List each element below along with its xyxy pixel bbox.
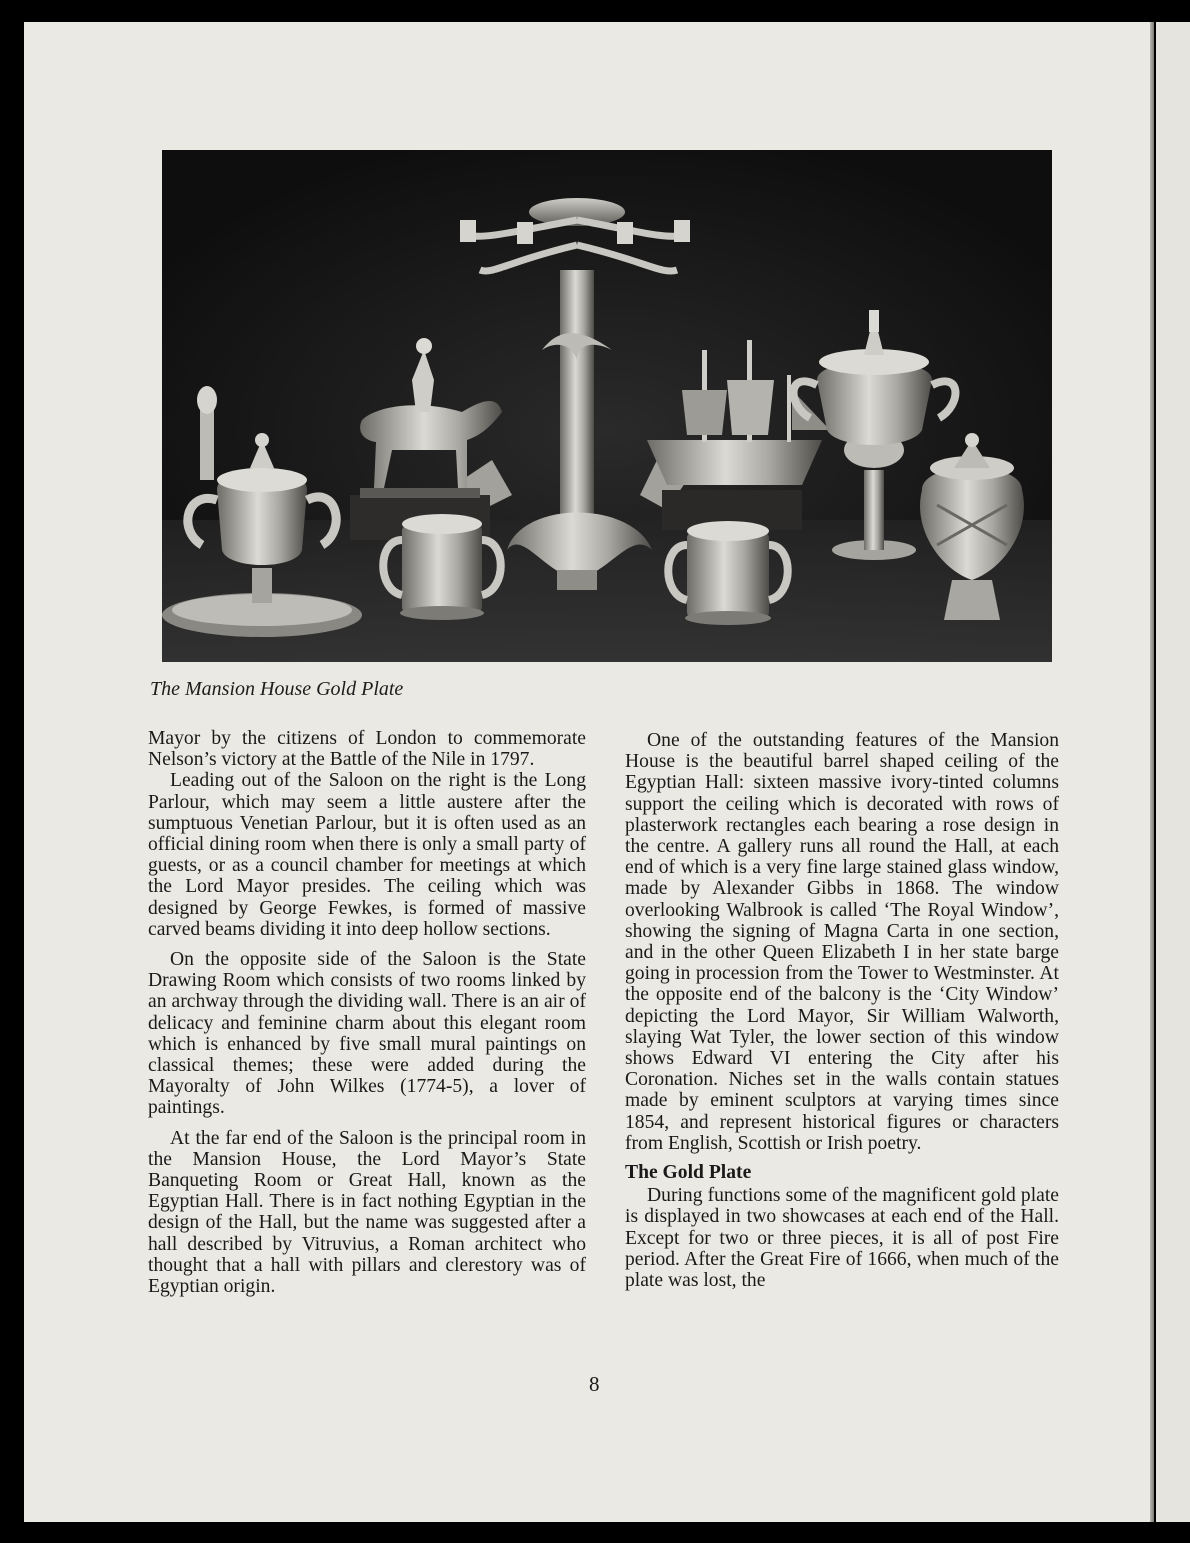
right-text-column: [625, 730, 1059, 1291]
left-paragraph-2: Leading out of the Saloon on the right is the Long Parlour, which may seem a little austere after the sumptuous Venetian Parlour, but it is often used as an official dining room when there is only a small party of guests, or as a council chamber for meetings at which the Lord Mayor presides. The ceiling which was designed by George Fewkes, is formed of massive carved beams dividing it into deep hollow sections.: [148, 770, 586, 940]
figure-caption: The Mansion House Gold Plate: [150, 678, 404, 700]
right-paragraph-1: One of the outstanding features of the Mansion House is the beautiful barrel shaped ceiling of the Egyptian Hall: sixteen massive ivory-tinted columns support the ceiling which is decorated with rows of plasterwork rectangles each bearing a rose design in the centre. A gallery runs all round the Hall, at each end of which is a very fine large stained glass window, made by Alexander Gibbs in 1868. The window overlooking Walbrook is called ‘The Royal Window’, showing the signing of Magna Carta in one section, and in the other Queen Elizabeth I in her state barge going in procession from the Tower to Westminster. At the opposite end of the balcony is the ‘City Window’ depicting the Lord Mayor, Sir William Walworth, slaying Wat Tyler, the lower section of this window shows Edward VI entering the City after his Coronation. Niches set in the walls contain statues made by eminent sculptors at varying times since 1854, and represent historical figures or characters from English, Scottish or Irish poetry.: [625, 730, 1059, 1154]
facing-page-edge: [1156, 22, 1190, 1522]
paragraph-gap: [148, 1119, 586, 1128]
left-paragraph-3: On the opposite side of the Saloon is the State Drawing Room which consists of two rooms linked by an archway through the dividing wall. There is an air of delicacy and feminine charm about this elegant room which is enhanced by five small mural paintings on classical themes; these were added during the Mayoralty of John Wilkes (1774-5), a lover of paintings.: [148, 949, 586, 1119]
paragraph-gap: [148, 940, 586, 949]
gold-plate-photograph: [162, 150, 1052, 662]
left-text-column: [148, 728, 586, 1297]
right-paragraph-2: During functions some of the magnificent gold plate is displayed in two showcases at each end of the Hall. Except for two or three pieces, it is all of post Fire period. After the Great Fire of 1666, when much of the plate was lost, the: [625, 1185, 1059, 1292]
left-paragraph-4: At the far end of the Saloon is the principal room in the Mansion House, the Lord Mayor’s State Banqueting Room or Great Hall, known as the Egyptian Hall. There is in fact nothing Egyptian in the design of the Hall, but the name was suggested after a hall described by Vitruvius, a Roman architect who thought that a hall with pillars and clerestory was of Egyptian origin.: [148, 1127, 586, 1298]
left-paragraph-1: Mayor by the citizens of London to commemorate Nelson’s victory at the Battle of the Nile in 1797.: [148, 728, 586, 771]
section-heading-gold-plate: The Gold Plate: [625, 1162, 752, 1184]
page-number: 8: [589, 1372, 600, 1396]
book-gutter: [1150, 22, 1154, 1522]
